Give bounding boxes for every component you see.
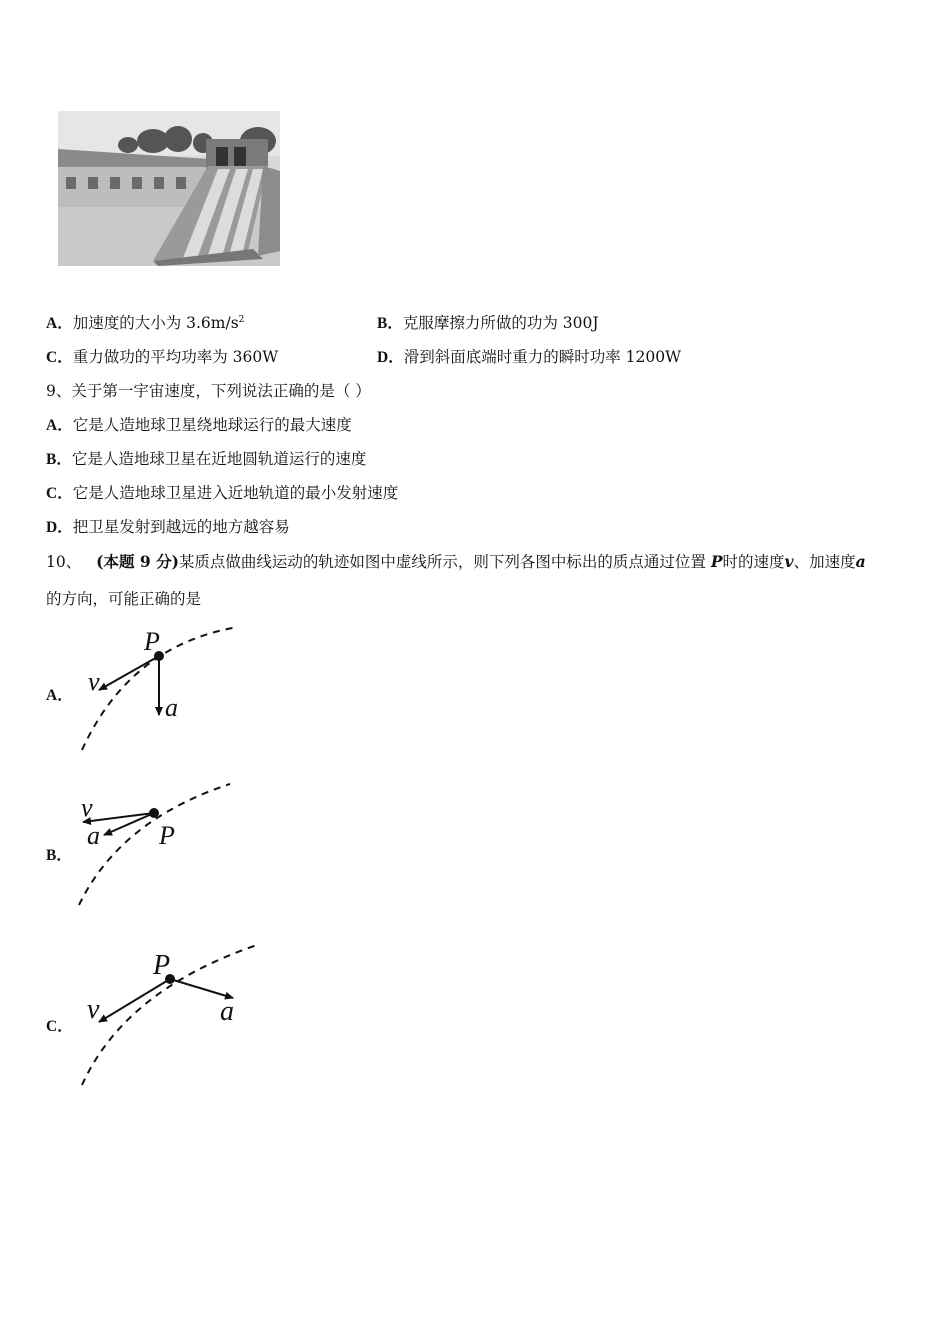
option-text: 它是人造地球卫星绕地球运行的最大速度 bbox=[72, 416, 352, 434]
label-a: a bbox=[220, 996, 234, 1027]
label-v: v bbox=[88, 667, 100, 696]
label-p: P bbox=[159, 821, 175, 850]
velocity-arrow bbox=[99, 656, 159, 690]
label-v: v bbox=[87, 994, 100, 1025]
velocity-arrow bbox=[99, 979, 170, 1022]
option-label: B． bbox=[377, 315, 403, 332]
option-label: D． bbox=[377, 349, 404, 366]
label-a: a bbox=[165, 693, 178, 722]
q10-symbol-p: P bbox=[710, 552, 723, 571]
q9-option-d[interactable] bbox=[46, 515, 290, 537]
q10-stem-line2: 的方向，可能正确的是 bbox=[46, 590, 202, 608]
q9-option-b[interactable] bbox=[46, 447, 366, 469]
option-text: 滑到斜面底端时重力的瞬时功率 1200W bbox=[403, 348, 682, 366]
q10-option-c-diagram[interactable] bbox=[70, 940, 270, 1090]
q8-option-d[interactable] bbox=[377, 345, 681, 367]
option-text: 克服摩擦力所做的功为 300J bbox=[402, 314, 599, 332]
option-label: B． bbox=[46, 451, 72, 468]
q10-points: (本题 9 分) bbox=[96, 552, 179, 571]
option-label: D． bbox=[46, 519, 73, 536]
q10-symbol-a: a bbox=[855, 552, 866, 571]
option-text: 它是人造地球卫星在近地圆轨道运行的速度 bbox=[71, 450, 367, 468]
option-text: 把卫星发射到越远的地方越容易 bbox=[72, 518, 290, 536]
q10-symbol-v: v bbox=[784, 552, 794, 571]
q8-option-c[interactable] bbox=[46, 345, 278, 367]
trajectory-curve bbox=[79, 784, 230, 905]
q9-option-a[interactable] bbox=[46, 413, 352, 435]
option-text: 加速度的大小为 3.6m/s bbox=[72, 314, 239, 332]
q10-option-b-diagram[interactable] bbox=[70, 780, 250, 910]
option-label: C． bbox=[46, 349, 73, 366]
label-v: v bbox=[81, 793, 93, 822]
q10-stem-part2: 时的速度 bbox=[722, 553, 785, 571]
q10-option-a-label[interactable]: A． bbox=[46, 687, 73, 704]
q10-stem-part1: 某质点做曲线运动的轨迹如图中虚线所示，则下列各图中标出的质点通过位置 bbox=[178, 553, 706, 571]
q9-option-c[interactable] bbox=[46, 481, 398, 503]
q8-option-a[interactable] bbox=[46, 311, 244, 333]
q10-stem-part3: 、加速度 bbox=[793, 553, 856, 571]
label-a: a bbox=[87, 821, 100, 850]
q10-option-c-label[interactable]: C． bbox=[46, 1018, 73, 1035]
label-p: P bbox=[144, 627, 160, 656]
q10-option-b-label[interactable]: B． bbox=[46, 847, 72, 864]
q8-option-b[interactable] bbox=[377, 311, 599, 333]
option-label: C． bbox=[46, 485, 73, 502]
q9-stem: 9、关于第一宇宙速度，下列说法正确的是（ ） bbox=[46, 382, 371, 400]
option-label: A． bbox=[46, 315, 73, 332]
point-p bbox=[149, 808, 159, 818]
option-text: 它是人造地球卫星进入近地轨道的最小发射速度 bbox=[72, 484, 399, 502]
label-p: P bbox=[153, 950, 171, 981]
option-label: A． bbox=[46, 417, 73, 434]
option-text: 重力做功的平均功率为 360W bbox=[72, 348, 279, 366]
q10-stem bbox=[46, 550, 866, 572]
q10-number: 10、 bbox=[46, 553, 82, 571]
q10-option-a-diagram[interactable] bbox=[70, 620, 250, 755]
superscript: 2 bbox=[238, 314, 245, 325]
slide-photo bbox=[58, 111, 280, 266]
